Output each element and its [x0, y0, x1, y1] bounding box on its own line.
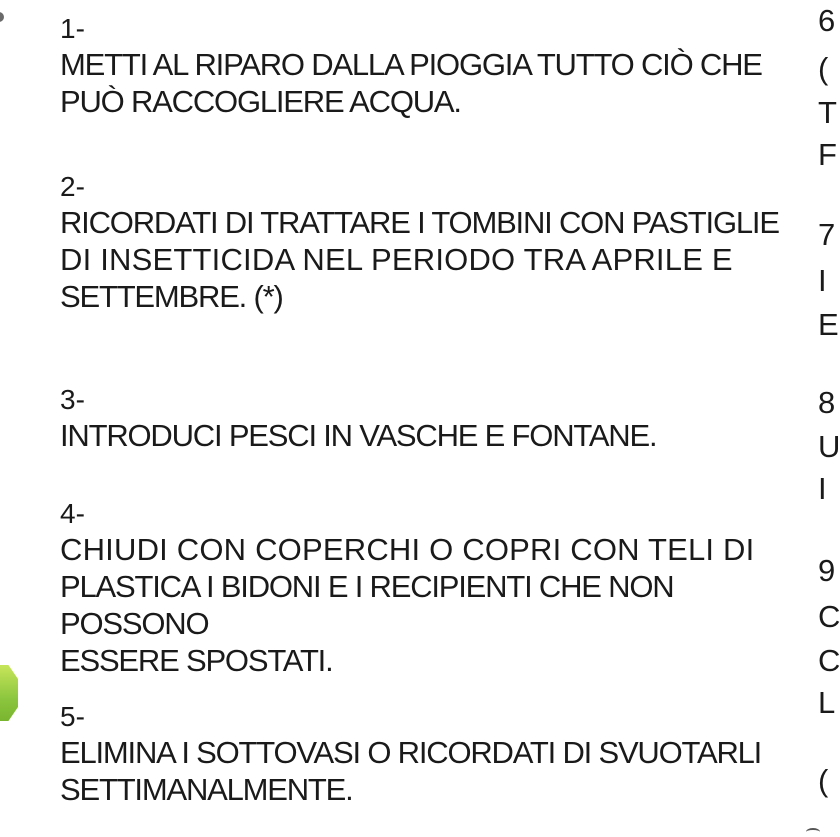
fragment: ( — [818, 51, 829, 86]
tip-2-line-2: DI INSETTICIDA NEL PERIODO TRA APRILE E — [60, 242, 733, 277]
tip-2 — [60, 170, 800, 315]
fragment: T — [818, 95, 837, 130]
tip-4-line-1: CHIUDI CON COPERCHI O COPRI CON TELI DI — [60, 532, 755, 567]
tip-5-number: 5- — [60, 701, 85, 732]
fragment: ( — [818, 763, 829, 798]
tip-3-text: INTRODUCI PESCI IN VASCHE E FONTANE. — [60, 418, 657, 453]
tip-5 — [60, 700, 800, 808]
fragment-6: 6 — [818, 3, 836, 38]
tip-1-number: 1- — [60, 13, 85, 44]
tip-2-line-3: SETTEMBRE. (*) — [60, 279, 283, 314]
green-hexagon-decoration — [0, 665, 18, 721]
bullet-dot — [0, 12, 4, 22]
tip-3 — [60, 383, 800, 454]
tip-2-number: 2- — [60, 171, 85, 202]
tip-4-line-2: PLASTICA I BIDONI E I RECIPIENTI CHE NON POSSONO — [60, 569, 674, 641]
fragment: E — [818, 307, 839, 342]
fragment: U — [818, 429, 840, 464]
fragment: C — [818, 643, 840, 678]
fragment: C — [818, 599, 840, 634]
fragment: L — [818, 685, 836, 720]
tip-4 — [60, 497, 800, 679]
tip-4-line-3: ESSERE SPOSTATI. — [60, 643, 333, 678]
tip-4-number: 4- — [60, 498, 85, 529]
fragment: F — [818, 137, 837, 172]
fragment-8: 8 — [818, 385, 836, 420]
tip-3-number: 3- — [60, 384, 85, 415]
right-column-cutoff — [812, 0, 840, 837]
corner-mark — [806, 828, 820, 836]
tip-5-text: ELIMINA I SOTTOVASI O RICORDATI DI SVUOTARLI SETTIMANALMENTE. — [60, 735, 762, 807]
fragment-7: 7 — [818, 217, 836, 252]
tip-1 — [60, 12, 800, 120]
fragment: I — [818, 263, 827, 298]
fragment: I — [818, 471, 827, 506]
tip-1-text: METTI AL RIPARO DALLA PIOGGIA TUTTO CIÒ CHE PUÒ RACCOGLIERE ACQUA. — [60, 47, 762, 119]
tip-2-line-1: RICORDATI DI TRATTARE I TOMBINI CON PASTIGLIE — [60, 205, 779, 240]
fragment-9: 9 — [818, 553, 836, 588]
